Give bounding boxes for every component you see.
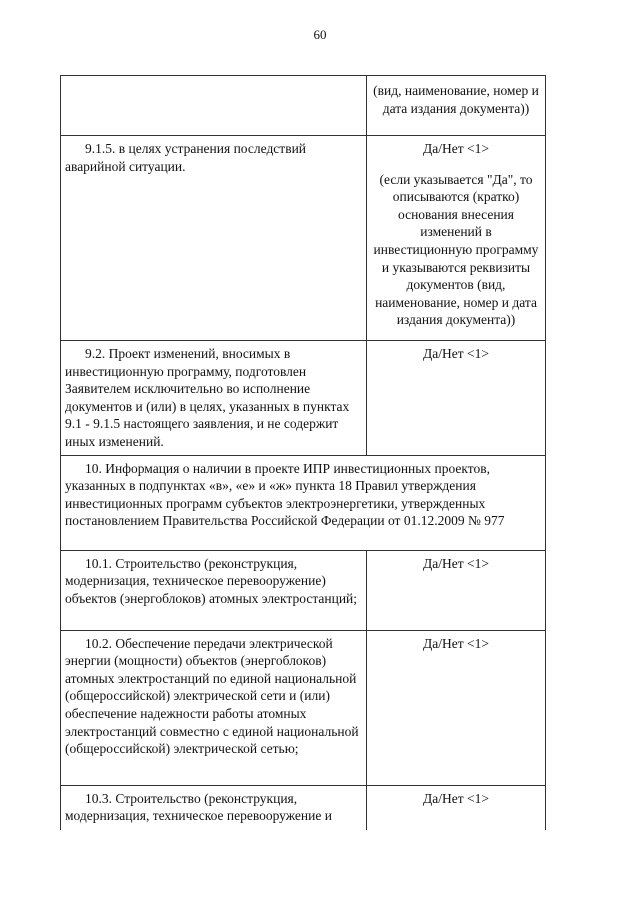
- yes-no-value: Да/Нет <1>: [423, 141, 489, 156]
- table-cell-left: [61, 630, 367, 785]
- table-row: [61, 76, 546, 136]
- table-cell-left: [61, 341, 367, 456]
- yes-no-value: Да/Нет <1>: [423, 635, 489, 651]
- table-cell-right: [367, 785, 546, 830]
- table-cell-right: [367, 76, 546, 136]
- page-number: 60: [313, 27, 327, 42]
- item-9-1-5-text: 9.1.5. в целях устранения последствий аварийной ситуации.: [65, 141, 307, 174]
- table-row: [61, 455, 546, 550]
- section-10-heading: 10. Информация о наличии в проекте ИПР инвестиционных проектов, указанных в подпунктах «в», «е» и «ж» пункта 18 Правил утверждения инвестиционных программ субъектов электроэнергетики, утвержденных постановлением Правительства Российской Федерации от 01.12.2009 № 977: [65, 460, 505, 529]
- yes-no-value: Да/Нет <1>: [423, 346, 489, 361]
- application-form-table: [60, 75, 546, 830]
- table-cell-right: [367, 341, 546, 456]
- yes-no-value: Да/Нет <1>: [423, 555, 489, 571]
- table-cell-left: [61, 76, 367, 136]
- table-row: [61, 341, 546, 456]
- table-cell-left: [61, 550, 367, 630]
- table-cell-right: [367, 630, 546, 785]
- item-10-1-text: 10.1. Строительство (реконструкция, модернизация, техническое перевооружение) объектов (энергоблоков) атомных электростанций;: [65, 555, 358, 606]
- table-cell-right: [367, 550, 546, 630]
- table-row: [61, 136, 546, 341]
- table-row: [61, 630, 546, 785]
- table-cell-left: [61, 136, 367, 341]
- table-row: [61, 785, 546, 830]
- table-row: [61, 550, 546, 630]
- item-9-2-text: 9.2. Проект изменений, вносимых в инвестиционную программу, подготовлен Заявителем исключительно во исполнение документов и (или) в целях, указанных в пунктах 9.1 - 9.1.5 настоящего заявления, и не содержит иных изменений.: [65, 346, 350, 449]
- item-10-3-text: 10.3. Строительство (реконструкция, модернизация, техническое перевооружение и: [65, 790, 332, 824]
- table-cell-left: [61, 785, 367, 830]
- yes-explanation-note: (если указывается "Да", то описываются (кратко) основания внесения изменений в инвестиционную программу и указываются реквизиты документов (вид, наименование, номер и дата издания документа)): [373, 171, 539, 328]
- table-cell-right: [367, 136, 546, 341]
- item-10-2-text: 10.2. Обеспечение передачи электрической энергии (мощности) объектов (энергоблоков) атомных электростанций по единой национальной (общероссийской) электрической сети и (или) обеспечение надежности работы атомных электростанций совместно с единой национальной (общероссийской) электрической сетью;: [65, 635, 359, 757]
- section-10-header-cell: [61, 455, 546, 550]
- yes-no-value: Да/Нет <1>: [423, 790, 489, 806]
- document-details-note: (вид, наименование, номер и дата издания документа)): [373, 83, 539, 116]
